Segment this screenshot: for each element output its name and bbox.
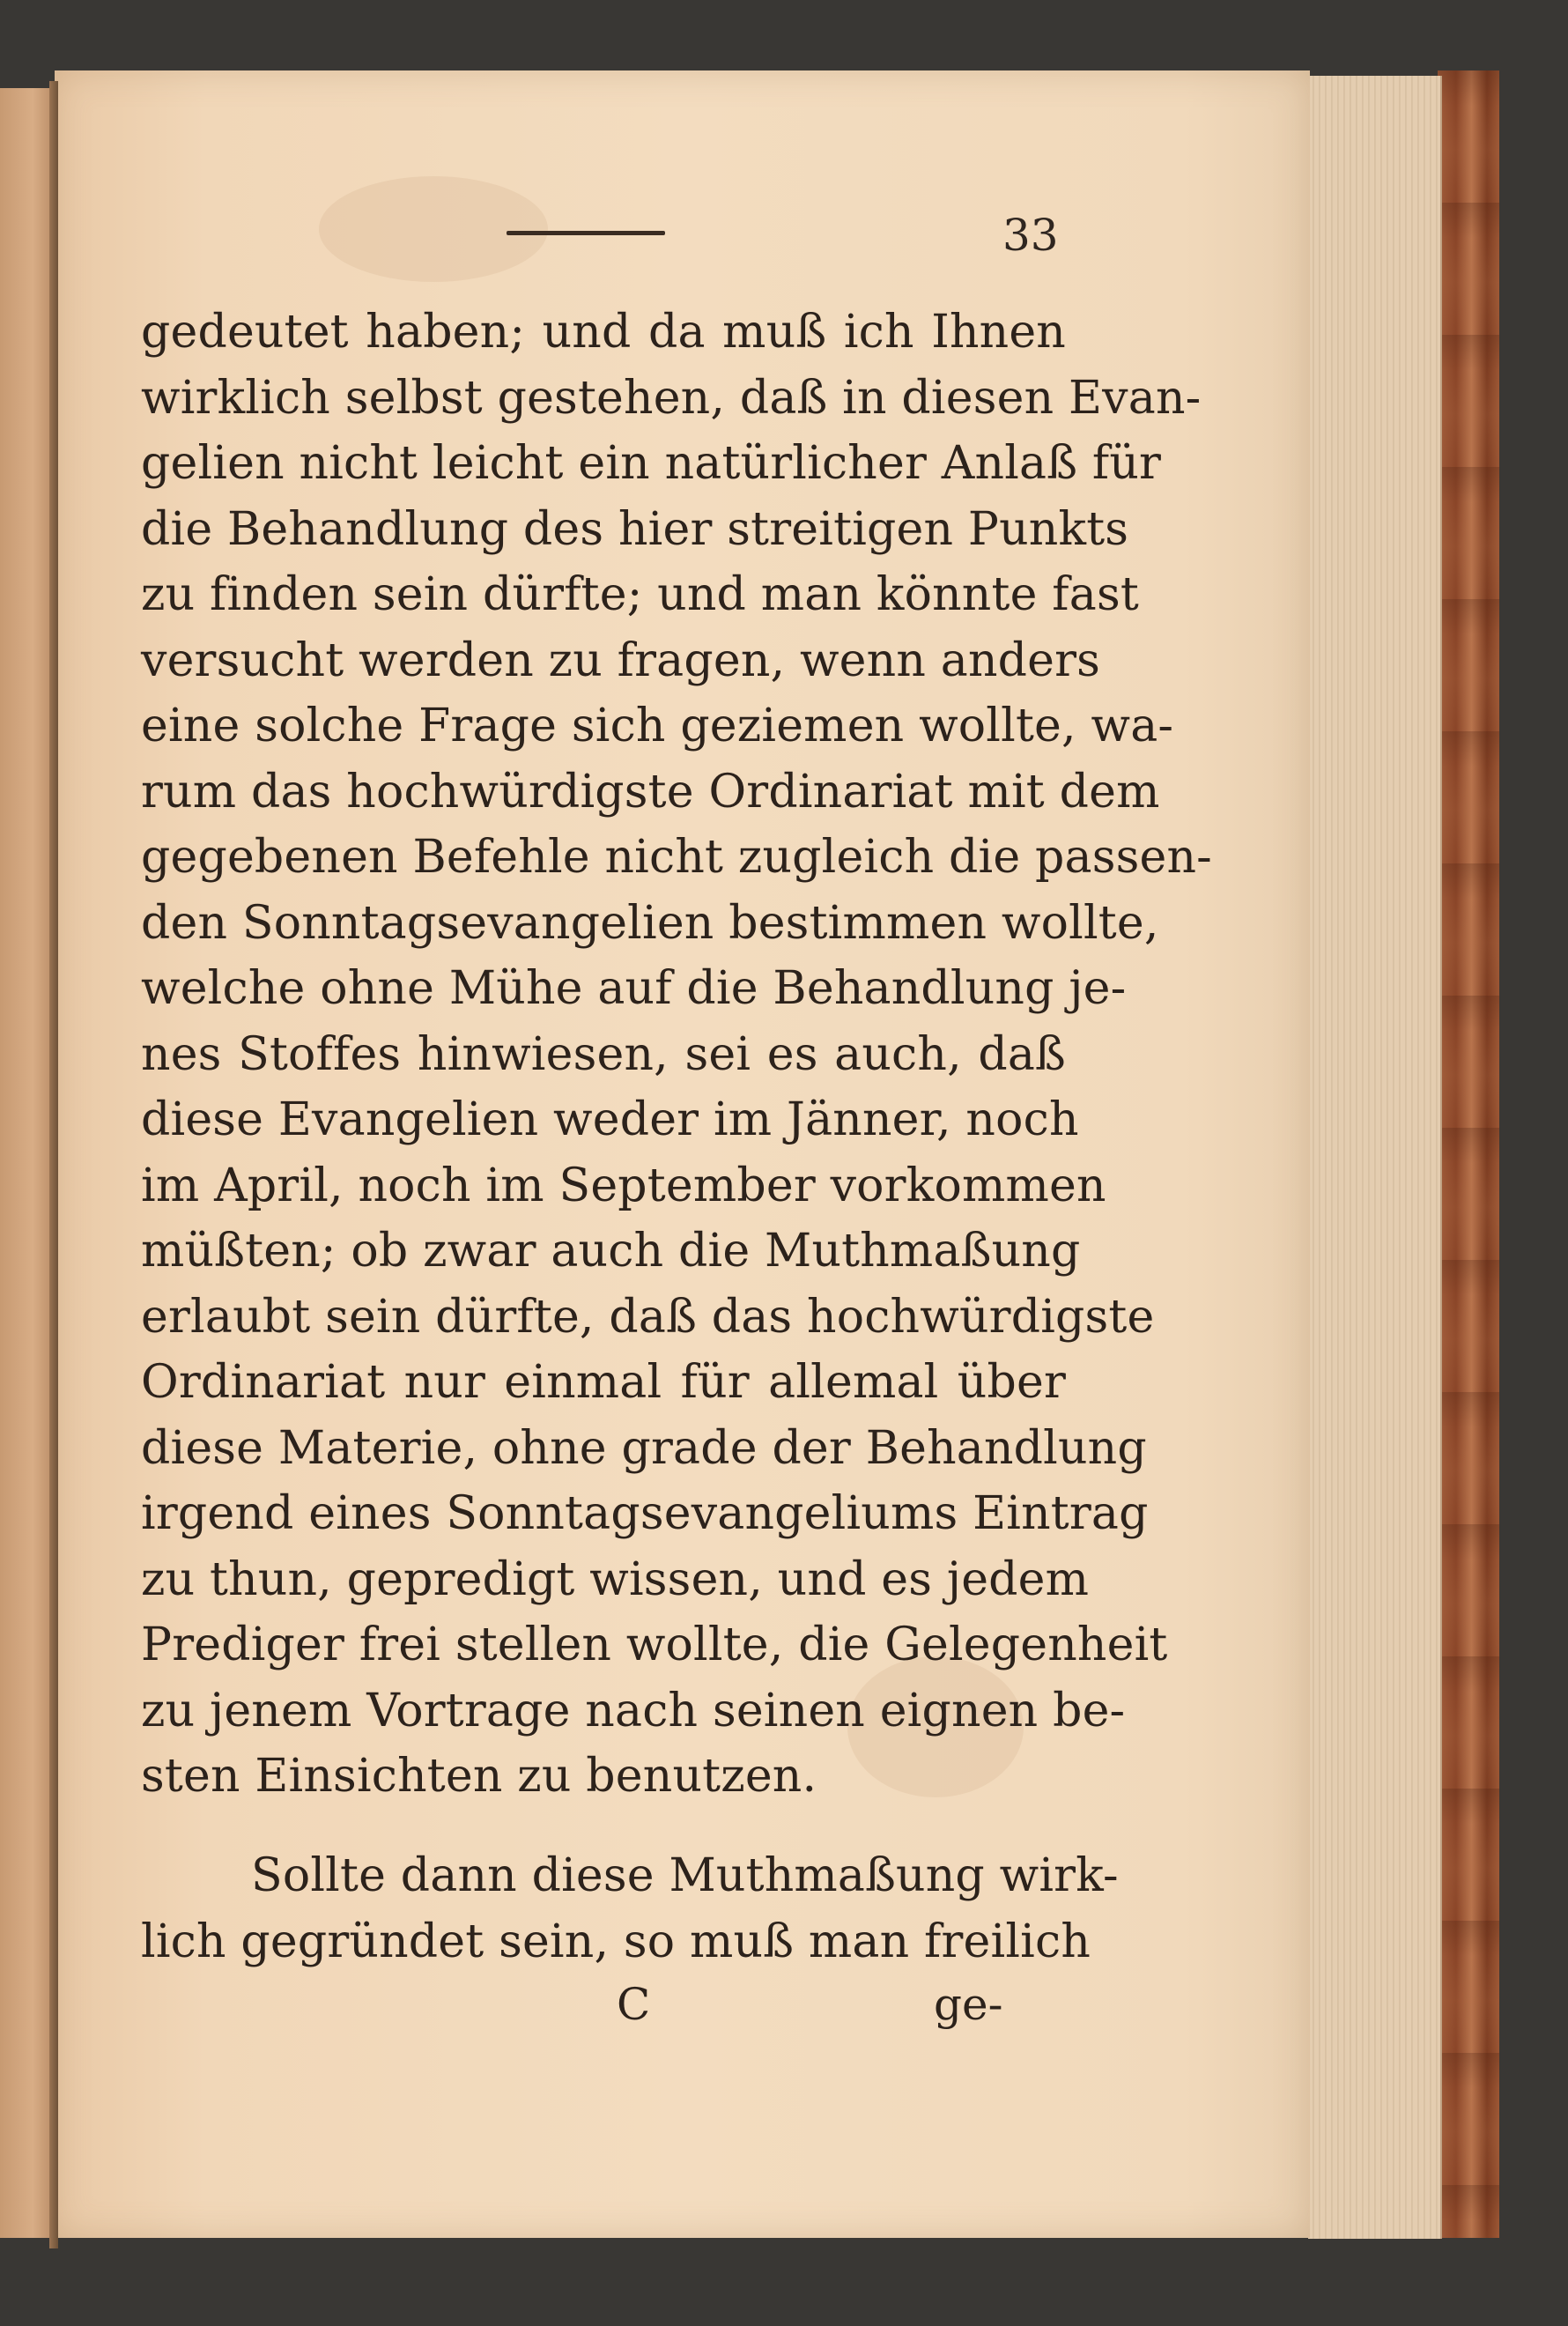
facing-page-edge (0, 88, 55, 2238)
book-cover-edge (1438, 70, 1499, 2238)
paragraph-2 (141, 1843, 1119, 1974)
text-line: die Behandlung des hier streitigen Punkts (141, 502, 1129, 556)
text-line: gegebenen Befehle nicht zugleich die passen- (141, 831, 1212, 884)
text-line: irgend eines Sonntagsevangeliums Eintrag (141, 1487, 1149, 1540)
text-line: Prediger frei stellen wollte, die Gelegenheit (141, 1619, 1168, 1671)
catchword: ge- (934, 1979, 1003, 2030)
text-line: welche ohne Mühe auf die Behandlung je- (141, 962, 1127, 1015)
text-line: Sollte dann diese Muthmaßung wirk- (251, 1849, 1119, 1902)
text-line: zu finden sein dürfte; und man könnte fast (141, 568, 1139, 621)
page-stack-edges (1308, 76, 1442, 2239)
paragraph-1 (141, 300, 1212, 1810)
text-line: zu thun, gepredigt wissen, und es jedem (141, 1552, 1090, 1606)
text-line: diese Evangelien weder im Jänner, noch (141, 1093, 1079, 1146)
text-line: gedeutet haben; und da muß ich Ihnen (141, 306, 1066, 359)
text-line: nes Stoffes hinwiesen, sei es auch, daß (141, 1027, 1066, 1081)
text-line: lich gegründet sein, so muß man freilich (141, 1915, 1091, 1968)
gutter (49, 81, 58, 2248)
text-line: versucht werden zu fragen, wenn anders (141, 633, 1101, 687)
text-line: diese Materie, ohne grade der Behandlung (141, 1421, 1147, 1475)
text-line: den Sonntagsevangelien bestimmen wollte, (141, 896, 1159, 950)
text-line: müßten; ob zwar auch die Muthmaßung (141, 1225, 1081, 1278)
text-line: Ordinariat nur einmal für allemal über (141, 1356, 1066, 1409)
page-number: 33 (1002, 210, 1059, 261)
paper-stain (319, 176, 548, 282)
text-line: eine solche Frage sich geziemen wollte, wa- (141, 700, 1174, 752)
text-line: sten Einsichten zu benutzen. (141, 1750, 817, 1803)
text-line: zu jenem Vortrage nach seinen eignen be- (141, 1684, 1126, 1737)
text-line: erlaubt sein dürfte, daß das hochwürdigste (141, 1290, 1155, 1344)
text-line: im April, noch im September vorkommen (141, 1159, 1106, 1212)
text-line: gelien nicht leicht ein natürlicher Anlaß für (141, 437, 1162, 490)
text-line: rum das hochwürdigste Ordinariat mit dem (141, 765, 1160, 819)
signature-mark: C (617, 1979, 651, 2030)
page-footer (141, 1972, 1066, 2037)
text-line: wirklich selbst gestehen, daß in diesen Evan- (141, 371, 1202, 425)
header-rule (507, 231, 665, 235)
